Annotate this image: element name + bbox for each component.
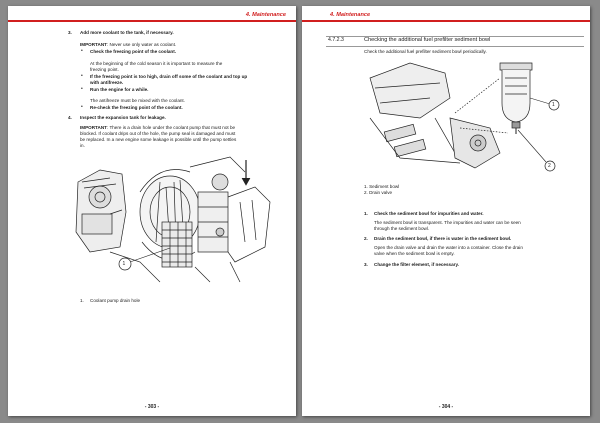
callout-number: 1 [552,102,555,108]
bullet-text: Check the freezing point of the coolant. [90,49,177,54]
step-number: 2. [364,236,368,241]
prefilter-illustration [350,58,560,178]
step-number: 4. [68,115,72,120]
page-304 [302,6,590,416]
page-header: 4. Maintenance [330,12,371,18]
important-note [80,42,176,48]
step-title: Change the filter element, if necessary. [374,262,459,267]
legend-item: 2. Drain valve [364,190,393,195]
step-number: 3. [364,262,368,267]
figure-caption-number: 1. [80,298,84,303]
important-label: IMPORTANT [80,125,107,130]
page-number: - 303 - [144,404,160,410]
figure-caption: Coolant pump drain hole [90,298,141,303]
section-title: Checking the additional fuel prefilter sediment bowl [364,37,491,43]
section-number: 4.7.2.3 [328,37,344,43]
bullet-dot: • [81,73,83,79]
body-line: The sediment bowl is transparent. The impurities and water can be seen [374,220,521,225]
step-number: 3. [68,30,72,35]
bullet-text: Re-check the freezing point of the coolant. [90,105,183,110]
page-header: 4. Maintenance [245,12,286,18]
bullet-text: If the freezing point is too high, drain off some of the coolant and top up [90,74,248,79]
important-note: IMPORTANT: There is a drain hole under the coolant pump that must not be [80,125,236,130]
note-line: The antifreeze must be mixed with the coolant. [90,98,185,103]
header-rule [302,20,590,22]
note-line: freezing point. [90,67,119,72]
legend-item: 1. Sediment bowl [364,184,400,189]
bullet-dot: • [81,86,83,92]
intro-text: Check the additional fuel prefilter sediment bowl periodically. [364,49,487,54]
bullet-text: Run the engine for a while. [90,87,149,92]
engine-illustration [70,152,280,290]
bullet-dot: • [81,48,83,54]
body-line: be replaced. In a new engine some leakage is possible until the pump settles [80,137,237,142]
step-title: Inspect the expansion tank for leakage. [80,115,166,120]
note-line: At the beginning of the cold season it is important to measure the [90,61,223,66]
step-title: Drain the sediment bowl, if there is water in the sediment bowl. [374,236,512,241]
page-303 [8,6,296,416]
step-title: Check the sediment bowl for impurities and water. [374,211,484,216]
step-title: Add more coolant to the tank, if necessary. [80,30,174,35]
body-line: blocked. If coolant drips out of the hole, the pump seal is damaged and must [80,131,236,136]
page-number: - 304 - [438,404,454,410]
important-label: IMPORTANT [80,42,107,47]
header-rule [8,20,296,22]
body-line: through the sediment bowl. [374,226,430,231]
bullet-text: with antifreeze. [90,80,124,85]
body-line: Open the drain valve and drain the water into a container. Close the drain [374,245,523,250]
important-text: : Never use only water as coolant. [106,42,177,47]
body-line: in. [80,143,85,148]
bullet-dot: • [81,104,83,110]
body-line: valve when the sediment bowl is empty. [374,251,455,256]
callout-number: 1 [122,260,126,267]
callout-number: 2 [548,163,551,169]
step-number: 1. [364,211,368,216]
